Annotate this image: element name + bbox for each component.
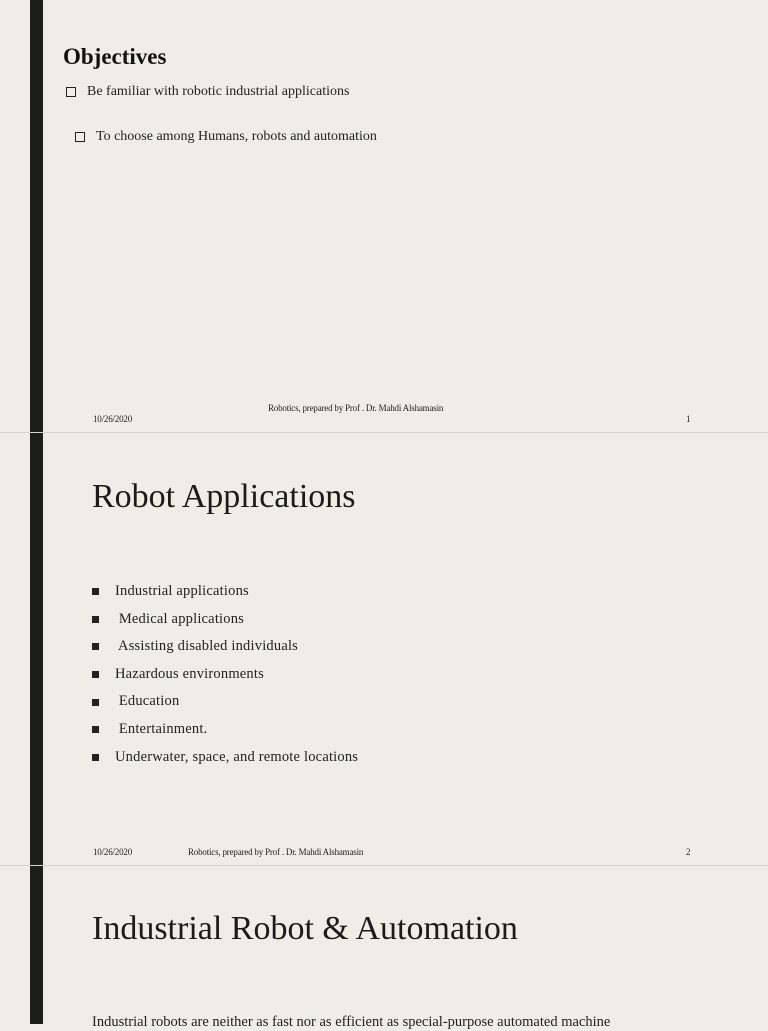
square-bullet-icon — [92, 726, 99, 733]
list-item — [92, 688, 358, 716]
slide-accent-bar — [30, 866, 43, 1024]
body-text: Industrial robots are neither as fast nor as efficient as special-purpose automated machine — [92, 1014, 611, 1030]
slide-robot-applications — [0, 433, 768, 865]
list-item-text: Industrial applications — [115, 583, 249, 599]
slide-objectives — [0, 0, 768, 432]
square-bullet-icon — [92, 699, 99, 706]
square-bullet-icon — [92, 588, 99, 595]
square-bullet-icon — [92, 671, 99, 678]
page-number: 2 — [686, 847, 691, 857]
objective-item — [75, 129, 377, 145]
slide-title: Robot Applications — [92, 478, 356, 515]
objective-text: Be familiar with robotic industrial applications — [87, 84, 350, 99]
footer-date: 10/26/2020 — [93, 847, 133, 857]
objective-text: To choose among Humans, robots and automation — [96, 129, 377, 144]
list-item — [92, 716, 358, 744]
square-bullet-icon — [92, 643, 99, 650]
list-item — [92, 606, 358, 634]
footer-credit: Robotics, prepared by Prof . Dr. Mahdi Alshamasin — [268, 403, 444, 413]
list-item — [92, 744, 358, 772]
application-list — [92, 578, 358, 771]
list-item-text: Medical applications — [115, 610, 245, 627]
square-bullet-icon — [92, 754, 99, 761]
checkbox-bullet-icon — [75, 132, 85, 142]
slide-title: Objectives — [63, 44, 167, 69]
footer-date: 10/26/2020 — [93, 414, 133, 424]
list-item — [92, 633, 358, 661]
slide-accent-bar — [30, 0, 43, 432]
objective-item — [66, 84, 349, 100]
list-item-text: Assisting disabled individuals — [115, 638, 299, 655]
list-item — [92, 661, 358, 689]
list-item — [92, 578, 358, 606]
square-bullet-icon — [92, 616, 99, 623]
list-item-text: Underwater, space, and remote locations — [115, 748, 359, 765]
list-item-text: Education — [115, 693, 180, 710]
footer-credit: Robotics, prepared by Prof . Dr. Mahdi Alshamasin — [188, 847, 364, 857]
slide-accent-bar — [30, 433, 43, 865]
list-item-text: Entertainment. — [115, 720, 208, 737]
slide-title: Industrial Robot & Automation — [92, 910, 518, 947]
checkbox-bullet-icon — [66, 87, 76, 97]
list-item-text: Hazardous environments — [115, 665, 264, 682]
page-number: 1 — [686, 414, 691, 424]
slide-industrial-robot-automation — [0, 866, 768, 1030]
